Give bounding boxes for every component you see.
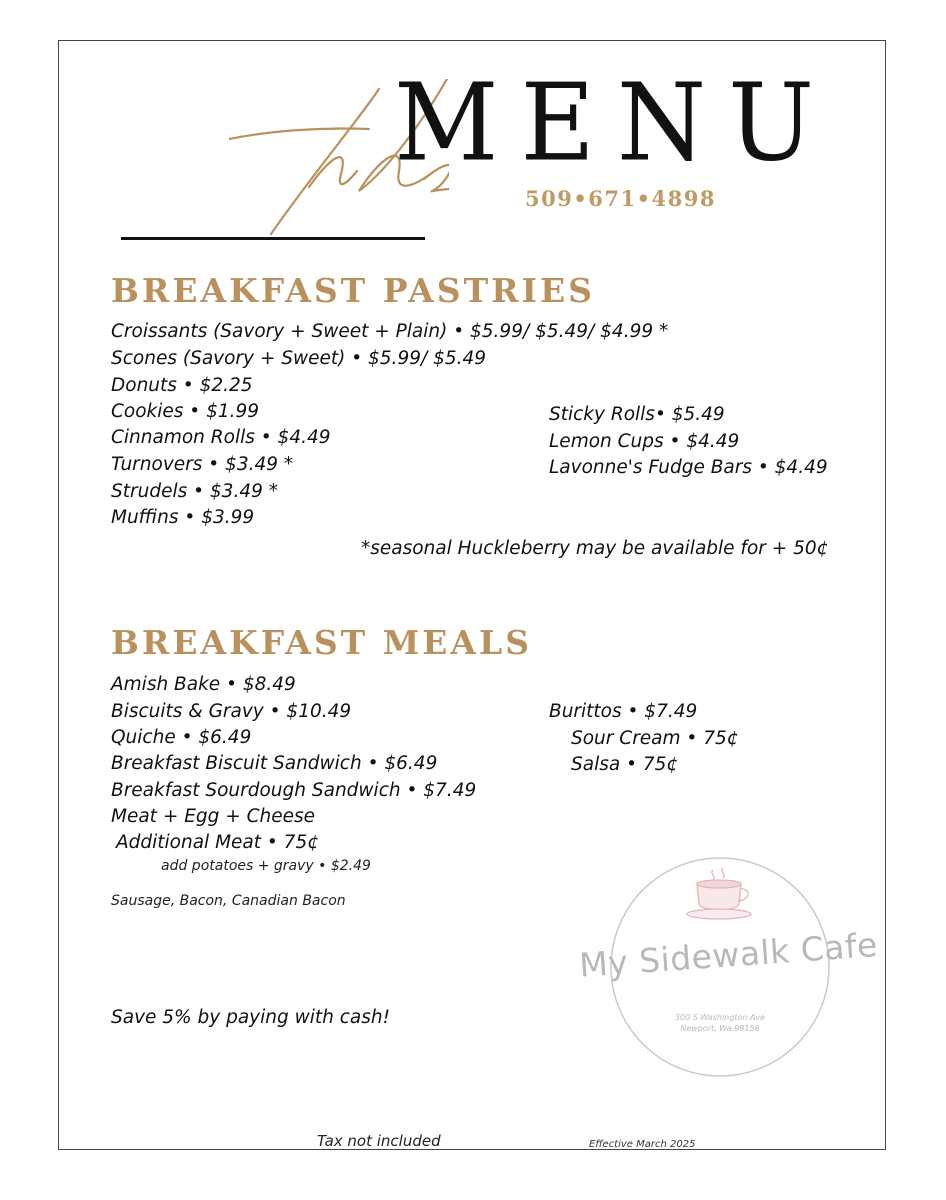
menu-item: Burittos • $7.49 [549,701,698,722]
menu-item: Turnovers • $3.49 * [111,454,294,475]
cafe-address-line2: Newport, Wa 99156 [680,1024,760,1033]
header-divider [121,237,425,240]
menu-item: Cinnamon Rolls • $4.49 [111,427,331,448]
menu-item: Cookies • $1.99 [111,401,260,422]
cafe-name: My Sidewalk Cafe [577,925,880,985]
menu-item: Meat + Egg + Cheese [111,806,316,827]
menu-item: Biscuits & Gravy • $10.49 [111,701,352,722]
menu-item: Donuts • $2.25 [111,375,253,396]
menu-item: Lemon Cups • $4.49 [549,431,740,452]
menu-item: Quiche • $6.49 [111,727,252,748]
phone-number: 509•671•4898 [525,186,716,211]
effective-date: Effective March 2025 [589,1139,696,1150]
menu-title: MENU [394,61,837,186]
cafe-logo [577,856,880,1078]
tax-note: Tax not included [317,1132,441,1150]
menu-item: Sticky Rolls• $5.49 [549,404,725,425]
section-heading-pastries: BREAKFAST PASTRIES [111,271,595,310]
addon-item: add potatoes + gravy • $2.49 [161,858,371,874]
menu-item: Breakfast Biscuit Sandwich • $6.49 [111,753,438,774]
section-heading-meals: BREAKFAST MEALS [111,623,533,662]
menu-item: Salsa • 75¢ [571,754,679,775]
menu-item: Croissants (Savory + Sweet + Plain) • $5.99/ $5.49/ $4.99 * [111,321,669,342]
menu-item: Scones (Savory + Sweet) • $5.99/ $5.49 [111,348,487,369]
menu-item: Lavonne's Fudge Bars • $4.49 [549,457,828,478]
menu-item: Breakfast Sourdough Sandwich • $7.49 [111,780,477,801]
meat-options: Sausage, Bacon, Canadian Bacon [111,893,346,909]
menu-item: Muffins • $3.99 [111,507,255,528]
menu-item: Sour Cream • 75¢ [571,728,739,749]
menu-item: Strudels • $3.49 * [111,481,278,502]
cash-promo: Save 5% by paying with cash! [111,1007,391,1028]
cafe-address-line1: 300 S Washington Ave [674,1013,766,1022]
menu-page [58,40,886,1150]
menu-item: Amish Bake • $8.49 [111,674,296,695]
menu-item: Additional Meat • 75¢ [116,832,319,853]
seasonal-note: *seasonal Huckleberry may be available for + 50¢ [361,538,829,559]
